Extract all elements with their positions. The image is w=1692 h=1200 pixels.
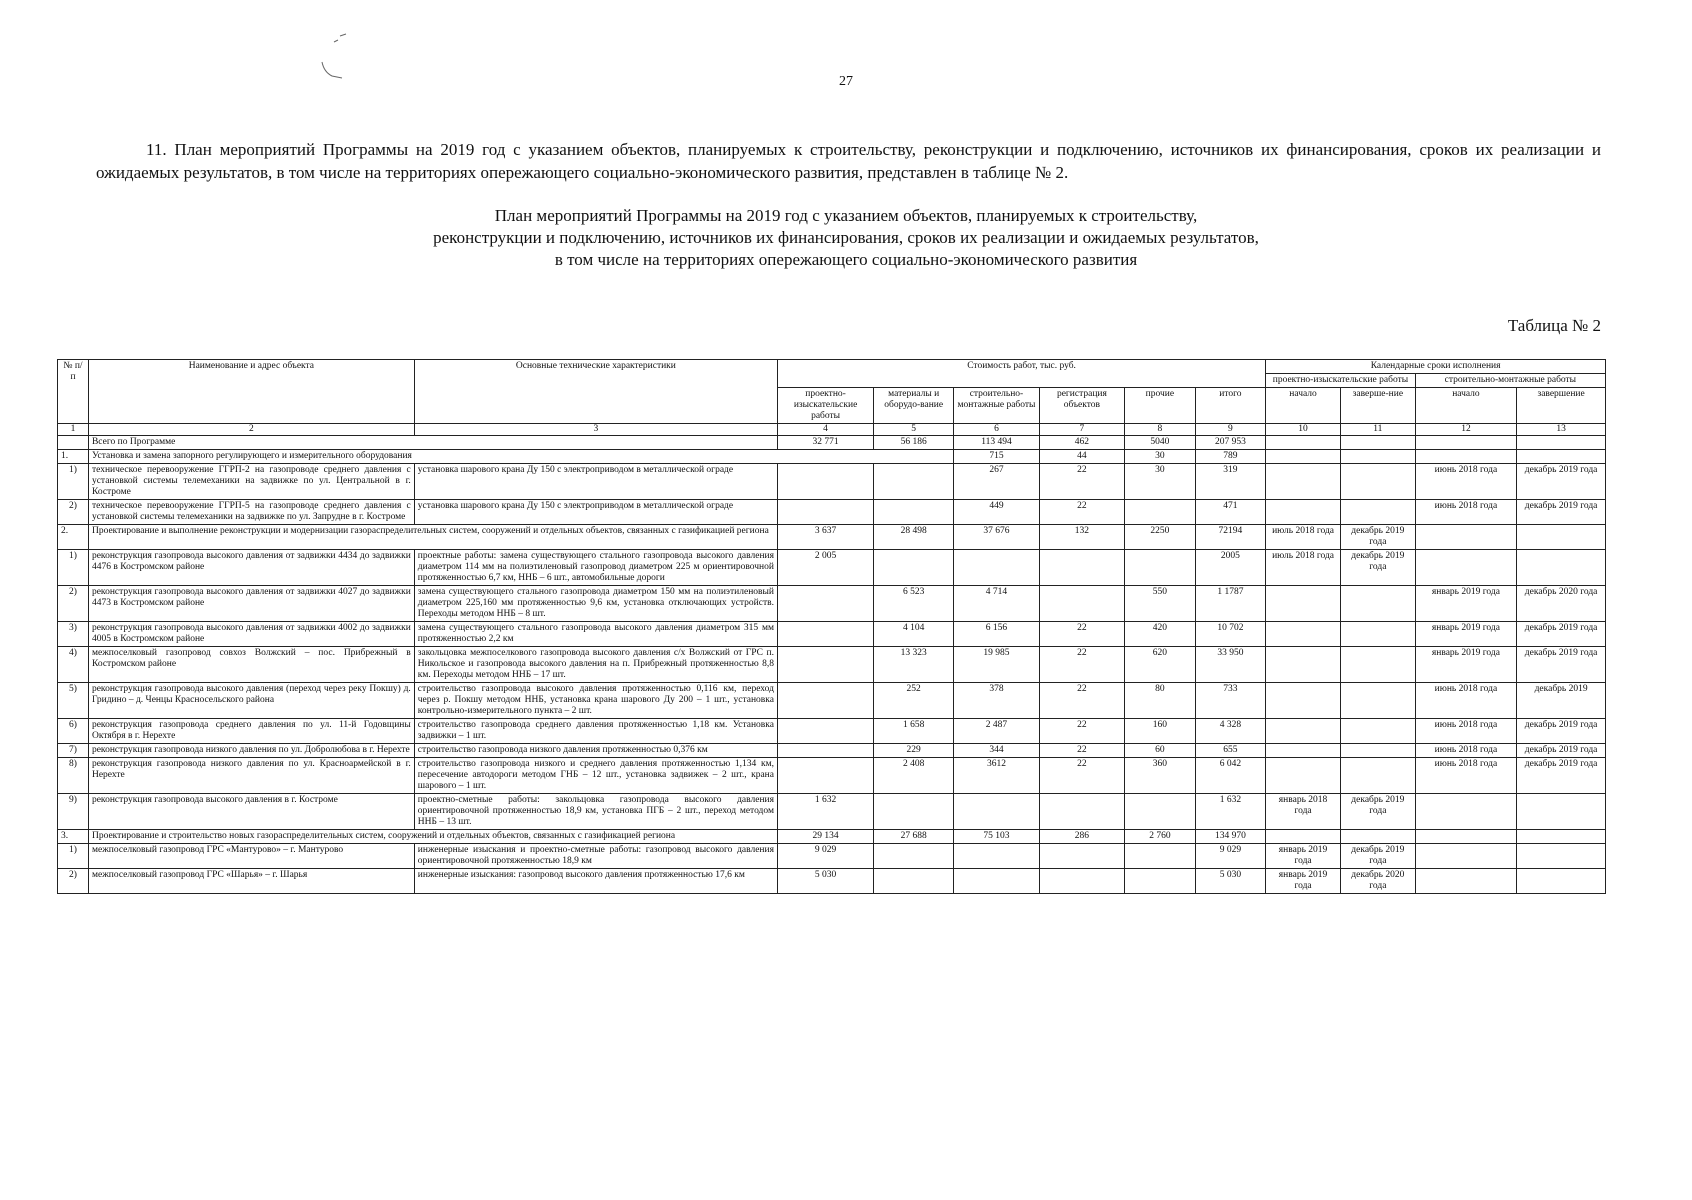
item-number: 9) (58, 794, 89, 830)
cost-other (1125, 844, 1196, 869)
cost-total: 319 (1195, 464, 1266, 500)
cost-registration (1039, 586, 1124, 622)
header-cost: Стоимость работ, тыс. руб. (777, 360, 1265, 388)
header-build-end: завершение (1517, 388, 1606, 424)
technical-specs: замена существующего стального газопровода высокого давления диаметром 315 мм протяженностью 2,2 км (414, 622, 777, 647)
cost-total: 1 1787 (1195, 586, 1266, 622)
table-row (58, 794, 1606, 830)
cost-registration: 22 (1039, 719, 1124, 744)
item-number: 8) (58, 758, 89, 794)
cost-total: 4 328 (1195, 719, 1266, 744)
build-end: декабрь 2019 (1517, 683, 1606, 719)
cost-total: 471 (1195, 500, 1266, 525)
section-number: 2. (58, 525, 89, 550)
build-start: январь 2019 года (1415, 586, 1516, 622)
section-survey-end: декабрь 2019 года (1340, 525, 1415, 550)
header-cost-total: итого (1195, 388, 1266, 424)
technical-specs: установка шарового крана Ду 150 с электроприводом в металлической ограде (414, 500, 777, 525)
cost-materials (874, 794, 954, 830)
cost-survey: 2 005 (777, 550, 873, 586)
header-cost-registration: регистрация объектов (1039, 388, 1124, 424)
header-cost-construction: строительно-монтажные работы (954, 388, 1039, 424)
survey-start (1266, 586, 1341, 622)
section-row (58, 450, 1606, 464)
cost-materials: 229 (874, 744, 954, 758)
table-row (58, 586, 1606, 622)
build-end: декабрь 2019 года (1517, 719, 1606, 744)
total-cell: 462 (1039, 436, 1124, 450)
object-name: техническое перевооружение ГГРП-2 на газопроводе среднего давления с установкой системы телемеханики на задвижке по ул. Центральной в г. Костроме (88, 464, 414, 500)
cost-registration: 22 (1039, 683, 1124, 719)
section-survey-start: июль 2018 года (1266, 525, 1341, 550)
cost-survey (777, 744, 873, 758)
survey-end: декабрь 2019 года (1340, 550, 1415, 586)
technical-specs: проектные работы: замена существующего стального газопровода высокого давления диаметром 114 мм на полиэтиленовый газопровод диаметром 225 м ориентировочной протяженностью 6,7 км, ННБ – 6 шт., автомобильные дороги (414, 550, 777, 586)
cost-construction: 3612 (954, 758, 1039, 794)
cost-registration: 22 (1039, 758, 1124, 794)
section-cell: 30 (1125, 450, 1196, 464)
cost-construction: 378 (954, 683, 1039, 719)
cost-survey (777, 586, 873, 622)
cost-materials: 13 323 (874, 647, 954, 683)
object-name: реконструкция газопровода высокого давления от задвижки 4434 до задвижки 4476 в Костромском районе (88, 550, 414, 586)
build-end: декабрь 2019 года (1517, 464, 1606, 500)
technical-specs: проектно-сметные работы: закольцовка газопровода высокого давления ориентировочной протяженностью 18,9 км, установка ПГБ – 2 шт., переход методом ННБ – 13 шт. (414, 794, 777, 830)
header-no: № п/п (58, 360, 89, 424)
cost-construction (954, 869, 1039, 894)
item-number: 1) (58, 550, 89, 586)
cost-other: 80 (1125, 683, 1196, 719)
header-name: Наименование и адрес объекта (88, 360, 414, 424)
total-label: Всего по Программе (88, 436, 777, 450)
section-cell: 28 498 (874, 525, 954, 550)
cost-registration (1039, 794, 1124, 830)
build-start: июнь 2018 года (1415, 464, 1516, 500)
item-number: 1) (58, 464, 89, 500)
object-name: реконструкция газопровода высокого давления (переход через реку Покшу) д. Гридино – д. Ченцы Красносельского района (88, 683, 414, 719)
section-cell: 27 688 (874, 830, 954, 844)
index-cell: 10 (1266, 424, 1341, 436)
intro-paragraph: 11. План мероприятий Программы на 2019 год с указанием объектов, планируемых к строительству, реконструкции и подключению, источников их финансирования, сроков их реализации и ожидаемых результатов, в том числе на территориях опережающего социально-экономического развития, представлен в таблице № 2. (96, 140, 1601, 182)
build-end: декабрь 2019 года (1517, 744, 1606, 758)
cost-survey: 5 030 (777, 869, 873, 894)
technical-specs: строительство газопровода низкого давления протяженностью 0,376 км (414, 744, 777, 758)
section-title: Проектирование и строительство новых газораспределительных систем, сооружений и отдельных объектов, связанных с газификацией региона (88, 830, 777, 844)
technical-specs: закольцовка межпоселкового газопровода высокого давления с/х Волжский от ГРС п. Никольское и газопровода высокого давления на п. Прибрежный протяженностью 8,8 км. Переходы методом ННБ – 17 шт. (414, 647, 777, 683)
survey-start (1266, 683, 1341, 719)
table-row (58, 758, 1606, 794)
index-cell: 4 (777, 424, 873, 436)
cost-registration (1039, 550, 1124, 586)
section-row (58, 525, 1606, 550)
index-cell: 12 (1415, 424, 1516, 436)
section-cell: 3 637 (777, 525, 873, 550)
technical-specs: строительство газопровода высокого давления протяженностью 0,116 км, переход через р. Покшу методом ННБ, установка крана шарового Ду 200 – 1 шт., установка контрольно-измерительного пункта – 2 шт. (414, 683, 777, 719)
section-number: 3. (58, 830, 89, 844)
build-end (1517, 869, 1606, 894)
section-number: 1. (58, 450, 89, 464)
table-label: Таблица № 2 (1507, 316, 1601, 335)
cost-construction: 4 714 (954, 586, 1039, 622)
survey-end (1340, 683, 1415, 719)
cost-other (1125, 794, 1196, 830)
item-number: 4) (58, 647, 89, 683)
section-cell: 29 134 (777, 830, 873, 844)
section-cell: 75 103 (954, 830, 1039, 844)
build-start: июнь 2018 года (1415, 683, 1516, 719)
section-cell: 715 (954, 450, 1039, 464)
cost-registration: 22 (1039, 647, 1124, 683)
survey-start (1266, 647, 1341, 683)
survey-start (1266, 758, 1341, 794)
survey-end (1340, 719, 1415, 744)
build-start: январь 2019 года (1415, 622, 1516, 647)
cost-registration (1039, 844, 1124, 869)
cost-survey (777, 647, 873, 683)
cost-materials (874, 500, 954, 525)
index-cell: 1 (58, 424, 89, 436)
table-row (58, 622, 1606, 647)
header-tech: Основные технические характеристики (414, 360, 777, 424)
cost-other: 30 (1125, 464, 1196, 500)
cost-other: 550 (1125, 586, 1196, 622)
build-end (1517, 550, 1606, 586)
plan-table (57, 359, 1606, 894)
item-number: 2) (58, 869, 89, 894)
section-cell: 2 760 (1125, 830, 1196, 844)
cost-other (1125, 869, 1196, 894)
cost-survey (777, 683, 873, 719)
section-title: Установка и замена запорного регулирующего и измерительного оборудования (88, 450, 953, 464)
survey-end (1340, 744, 1415, 758)
technical-specs: установка шарового крана Ду 150 с электроприводом в металлической ограде (414, 464, 777, 500)
heading-line-3: в том числе на территориях опережающего социально-экономического развития (554, 250, 1138, 269)
object-name: реконструкция газопровода высокого давления от задвижки 4002 до задвижки 4005 в Костромском районе (88, 622, 414, 647)
build-end: декабрь 2020 года (1517, 586, 1606, 622)
build-start (1415, 550, 1516, 586)
index-cell: 3 (414, 424, 777, 436)
object-name: реконструкция газопровода высокого давления от задвижки 4027 до задвижки 4473 в Костромском районе (88, 586, 414, 622)
cost-total: 733 (1195, 683, 1266, 719)
build-start (1415, 844, 1516, 869)
index-cell: 6 (954, 424, 1039, 436)
cost-survey (777, 719, 873, 744)
index-cell: 11 (1340, 424, 1415, 436)
cost-total: 9 029 (1195, 844, 1266, 869)
cost-materials (874, 550, 954, 586)
cost-construction: 344 (954, 744, 1039, 758)
cost-registration: 22 (1039, 622, 1124, 647)
cost-materials: 1 658 (874, 719, 954, 744)
item-number: 3) (58, 622, 89, 647)
section-cell: 37 676 (954, 525, 1039, 550)
header-construction: строительно-монтажные работы (1415, 374, 1605, 388)
page-number: 27 (839, 74, 853, 89)
cost-materials (874, 464, 954, 500)
cost-construction: 19 985 (954, 647, 1039, 683)
header-calendar: Календарные сроки исполнения (1266, 360, 1606, 374)
build-start: июнь 2018 года (1415, 500, 1516, 525)
index-cell: 7 (1039, 424, 1124, 436)
cost-registration: 22 (1039, 500, 1124, 525)
cost-other (1125, 500, 1196, 525)
section-cell: 286 (1039, 830, 1124, 844)
cost-construction: 6 156 (954, 622, 1039, 647)
build-end: декабрь 2019 года (1517, 647, 1606, 683)
build-start (1415, 794, 1516, 830)
object-name: реконструкция газопровода низкого давления по ул. Добролюбова в г. Нерехте (88, 744, 414, 758)
cost-total: 655 (1195, 744, 1266, 758)
header-cost-other: прочие (1125, 388, 1196, 424)
total-cell: 207 953 (1195, 436, 1266, 450)
heading-line-1: План мероприятий Программы на 2019 год с указанием объектов, планируемых к строительству, (494, 206, 1198, 225)
build-end: декабрь 2019 года (1517, 500, 1606, 525)
survey-end: декабрь 2019 года (1340, 844, 1415, 869)
cost-other: 620 (1125, 647, 1196, 683)
total-row (58, 436, 1606, 450)
build-start: январь 2019 года (1415, 647, 1516, 683)
cost-total: 33 950 (1195, 647, 1266, 683)
build-start (1415, 869, 1516, 894)
survey-start (1266, 622, 1341, 647)
build-start: июнь 2018 года (1415, 758, 1516, 794)
technical-specs: замена существующего стального газопровода диаметром 150 мм на полиэтиленовый диаметром 225,160 мм протяженностью 9,6 км, установка отключающих устройств. Переходы методом ННБ – 8 шт. (414, 586, 777, 622)
section-row (58, 830, 1606, 844)
survey-start: июль 2018 года (1266, 550, 1341, 586)
survey-end (1340, 586, 1415, 622)
cost-survey (777, 622, 873, 647)
total-cell: 113 494 (954, 436, 1039, 450)
object-name: реконструкция газопровода низкого давления по ул. Красноармейской в г. Нерехте (88, 758, 414, 794)
item-number: 6) (58, 719, 89, 744)
survey-start: январь 2018 года (1266, 794, 1341, 830)
build-start: июнь 2018 года (1415, 744, 1516, 758)
table-row (58, 464, 1606, 500)
cost-survey: 9 029 (777, 844, 873, 869)
object-name: межпоселковый газопровод ГРС «Шарья» – г. Шарья (88, 869, 414, 894)
object-name: межпоселковый газопровод совхоз Волжский – пос. Прибрежный в Костромском районе (88, 647, 414, 683)
cost-materials: 252 (874, 683, 954, 719)
table-row (58, 744, 1606, 758)
cost-survey (777, 500, 873, 525)
survey-end (1340, 464, 1415, 500)
header-survey-end: заверше-ние (1340, 388, 1415, 424)
section-title: Проектирование и выполнение реконструкции и модернизации газораспределительных систем, сооружений и отдельных объектов, связанных с газификацией региона (88, 525, 777, 550)
item-number: 2) (58, 586, 89, 622)
item-number: 2) (58, 500, 89, 525)
total-cell: 5040 (1125, 436, 1196, 450)
cost-total: 5 030 (1195, 869, 1266, 894)
cost-survey (777, 464, 873, 500)
survey-start (1266, 744, 1341, 758)
cost-materials: 2 408 (874, 758, 954, 794)
total-cell: 56 186 (874, 436, 954, 450)
cost-registration: 22 (1039, 464, 1124, 500)
cost-total: 10 702 (1195, 622, 1266, 647)
section-cell: 789 (1195, 450, 1266, 464)
cost-materials: 4 104 (874, 622, 954, 647)
technical-specs: инженерные изыскания и проектно-сметные работы: газопровод высокого давления ориентировочной протяженностью 18,9 км (414, 844, 777, 869)
technical-specs: строительство газопровода низкого и среднего давления протяженностью 1,134 км, пересечение автодороги методом ГНБ – 12 шт., установка задвижек – 2 шт., крана шарового – 1 шт. (414, 758, 777, 794)
survey-end: декабрь 2019 года (1340, 794, 1415, 830)
section-cell: 44 (1039, 450, 1124, 464)
index-cell: 13 (1517, 424, 1606, 436)
table-row (58, 550, 1606, 586)
cost-other: 160 (1125, 719, 1196, 744)
header-survey-start: начало (1266, 388, 1341, 424)
index-cell: 8 (1125, 424, 1196, 436)
build-start: июнь 2018 года (1415, 719, 1516, 744)
index-cell: 2 (88, 424, 414, 436)
cost-total: 1 632 (1195, 794, 1266, 830)
cost-construction (954, 794, 1039, 830)
object-name: реконструкция газопровода высокого давления в г. Костроме (88, 794, 414, 830)
table-row (58, 647, 1606, 683)
cost-survey (777, 758, 873, 794)
survey-end (1340, 500, 1415, 525)
item-number: 1) (58, 844, 89, 869)
cost-total: 2005 (1195, 550, 1266, 586)
header-cost-survey: проектно-изыскательские работы (777, 388, 873, 424)
index-cell: 5 (874, 424, 954, 436)
object-name: техническое перевооружение ГГРП-5 на газопроводе среднего давления с установкой системы телемеханики на задвижке по ул. Запрудне в г. Костроме (88, 500, 414, 525)
cost-total: 6 042 (1195, 758, 1266, 794)
cost-survey: 1 632 (777, 794, 873, 830)
survey-end (1340, 758, 1415, 794)
cost-materials (874, 869, 954, 894)
plan-table-body (58, 424, 1606, 894)
survey-end: декабрь 2020 года (1340, 869, 1415, 894)
cost-other (1125, 550, 1196, 586)
cost-materials: 6 523 (874, 586, 954, 622)
total-cell: 32 771 (777, 436, 873, 450)
table-row (58, 683, 1606, 719)
build-end: декабрь 2019 года (1517, 758, 1606, 794)
section-cell: 2250 (1125, 525, 1196, 550)
cost-construction: 2 487 (954, 719, 1039, 744)
header-survey: проектно-изыскательские работы (1266, 374, 1416, 388)
item-number: 5) (58, 683, 89, 719)
survey-end (1340, 647, 1415, 683)
cost-materials (874, 844, 954, 869)
cost-construction (954, 550, 1039, 586)
header-cost-materials: материалы и оборудо-вание (874, 388, 954, 424)
survey-start (1266, 719, 1341, 744)
cost-other: 420 (1125, 622, 1196, 647)
build-end (1517, 844, 1606, 869)
section-cell: 72194 (1195, 525, 1266, 550)
table-row (58, 869, 1606, 894)
table-row (58, 500, 1606, 525)
survey-start (1266, 464, 1341, 500)
table-row (58, 844, 1606, 869)
section-cell: 132 (1039, 525, 1124, 550)
cost-registration (1039, 869, 1124, 894)
index-cell: 9 (1195, 424, 1266, 436)
column-index-row (58, 424, 1606, 436)
cost-other: 360 (1125, 758, 1196, 794)
cost-other: 60 (1125, 744, 1196, 758)
build-end: декабрь 2019 года (1517, 622, 1606, 647)
object-name: межпоселковый газопровод ГРС «Мантурово» – г. Мантурово (88, 844, 414, 869)
item-number: 7) (58, 744, 89, 758)
object-name: реконструкция газопровода среднего давления по ул. 11-й Годовщины Октября в г. Нерехте (88, 719, 414, 744)
section-cell: 134 970 (1195, 830, 1266, 844)
heading-line-2: реконструкции и подключению, источников их финансирования, сроков их реализации и ожидаемых результатов, (433, 228, 1259, 247)
plan-table-wrapper (57, 359, 1606, 894)
cost-construction: 449 (954, 500, 1039, 525)
build-end (1517, 794, 1606, 830)
cost-construction: 267 (954, 464, 1039, 500)
cost-construction (954, 844, 1039, 869)
survey-end (1340, 622, 1415, 647)
table-heading (0, 205, 1692, 271)
survey-start: январь 2019 года (1266, 869, 1341, 894)
header-build-start: начало (1415, 388, 1516, 424)
technical-specs: инженерные изыскания: газопровод высокого давления протяженностью 17,6 км (414, 869, 777, 894)
cost-registration: 22 (1039, 744, 1124, 758)
table-row (58, 719, 1606, 744)
technical-specs: строительство газопровода среднего давления протяженностью 1,18 км. Установка задвижки – 1 шт. (414, 719, 777, 744)
survey-start (1266, 500, 1341, 525)
survey-start: январь 2019 года (1266, 844, 1341, 869)
